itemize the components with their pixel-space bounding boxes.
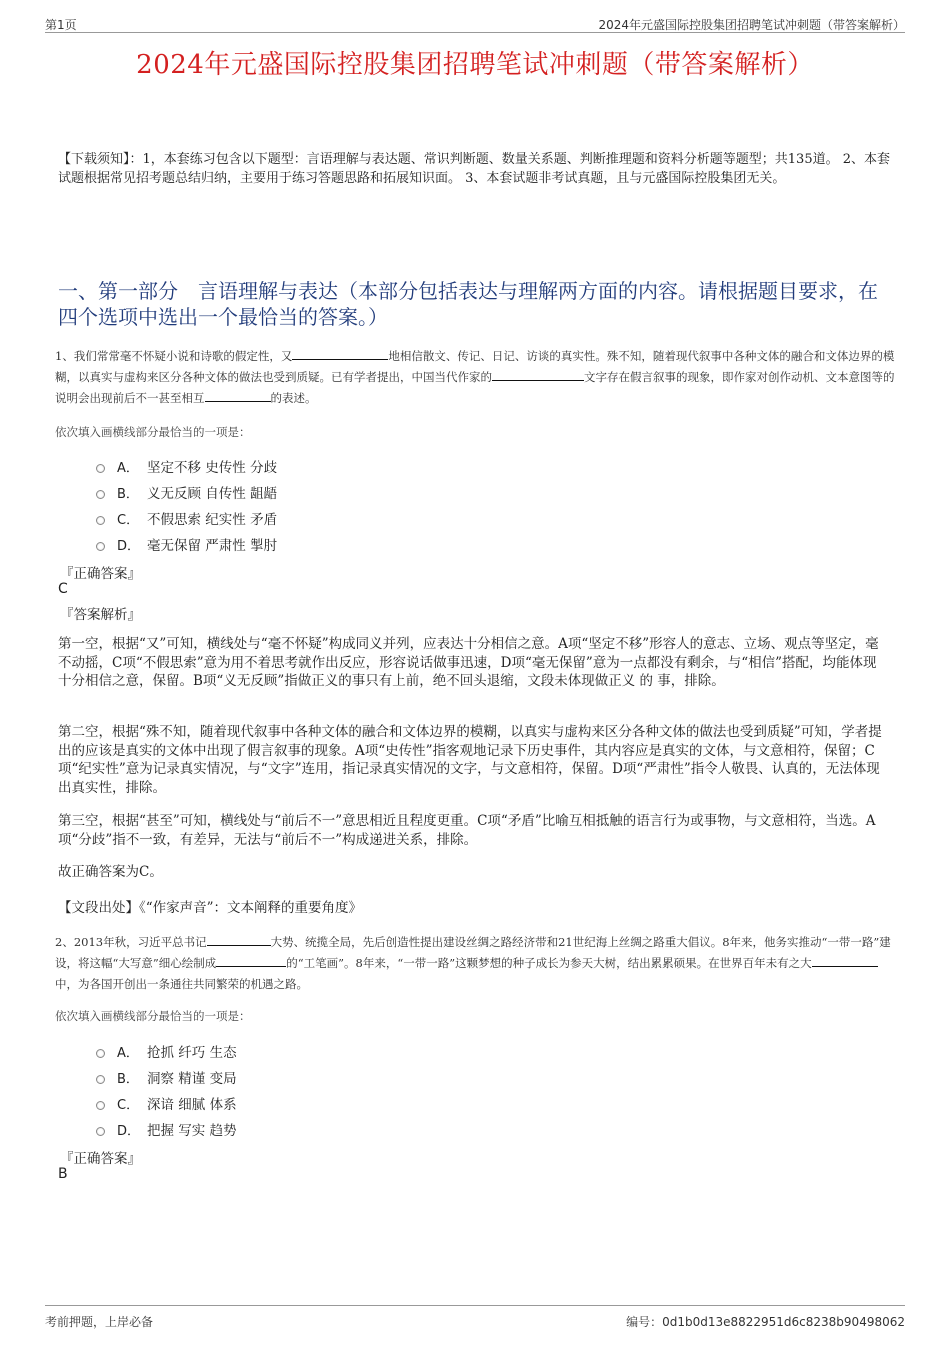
analysis-paragraph: 第三空，根据“甚至”可知，横线处与“前后不一”意思相近且程度更重。C项“矛盾”比喻互相抵触的语言行为或事物，与文意相符，当选。A项“分歧”指不一致，有差异，无法与“前后不一”构成递进关系，排除。	[58, 813, 876, 848]
radio-button[interactable]	[96, 1101, 105, 1110]
radio-button[interactable]	[96, 490, 105, 499]
q1-segment: 1、我们常常毫不怀疑小说和诗歌的假定性，又	[55, 349, 293, 363]
option-text: 毫无保留 严肃性 掣肘	[147, 538, 278, 554]
q1-segment: 地相信散文、传记、日记、访谈的真实性。殊不知，随着现代叙事中各种文体的融合和文体边界的模糊，以真实与虚构来区分各种文体的做法也受到质疑。已有学者提出，中国当代作家的	[55, 349, 895, 384]
option-text: 深谙 细腻 体系	[147, 1097, 237, 1113]
question-2-text	[55, 932, 895, 995]
option-text: 抢抓 纤巧 生态	[147, 1045, 237, 1061]
question-2-prompt: 依次填入画横线部分最恰当的一项是：	[55, 1009, 251, 1023]
document-title: 2024年元盛国际控股集团招聘笔试冲刺题（带答案解析）	[136, 50, 814, 80]
option-d[interactable]: D． 把握 写实 趋势	[96, 1116, 237, 1142]
fill-blank	[207, 933, 271, 946]
correct-answer: C	[58, 581, 68, 597]
q2-segment: 中，为各国开创出一条通往共同繁荣的机遇之路。	[55, 977, 308, 991]
radio-button[interactable]	[96, 1049, 105, 1058]
option-c[interactable]: C． 不假思索 纪实性 矛盾	[96, 505, 277, 531]
q1-segment: 文字存在假言叙事的现象，即作家对创作动机、文本意图等的说明会出现前后不一甚至相互	[55, 370, 895, 405]
q1-segment: 的表述。	[270, 391, 317, 405]
download-notice: 【下载须知】：1，本套练习包含以下题型：言语理解与表达题、常识判断题、数量关系题、判断推理题和资料分析题等题型；共135道。 2、本套试题根据常见招考题总结归纳，主要用于练习答题思路和拓展知识面。 3、本套试题非考试真题，且与元盛国际控股集团无关。	[58, 152, 890, 186]
correct-answer-label: 『正确答案』	[60, 1151, 141, 1167]
option-b[interactable]: B． 洞察 精谨 变局	[96, 1064, 237, 1090]
fill-blank	[216, 954, 286, 967]
question-2-options	[96, 1038, 237, 1142]
q2-segment: 大势、统揽全局，先后创造性提出建设丝绸之路经济带和21世纪海上丝绸之路重大倡议。8年来，他务实推动“一带一路”建设，将这幅“大写意”细心绘制成	[55, 935, 891, 970]
option-a[interactable]: A． 抢抓 纤巧 生态	[96, 1038, 237, 1064]
radio-button[interactable]	[96, 1075, 105, 1084]
analysis-paragraph: 第一空，根据“又”可知，横线处与“毫不怀疑”构成同义并列，应表达十分相信之意。A项“坚定不移”形容人的意志、立场、观点等坚定，毫不动摇，C项“不假思索”意为用不着思考就作出反应，形容说话做事迅速，D项“毫无保留”意为一点都没有剩余，与“相信”搭配，均能体现十分相信之意，保留。B项“义无反顾”指做正义的事只有上前，绝不回头退缩，文段未体现做正义 的 事，排除。	[58, 636, 879, 689]
analysis-label: 『答案解析』	[60, 607, 141, 623]
radio-button[interactable]	[96, 464, 105, 473]
radio-button[interactable]	[96, 542, 105, 551]
page-number: 第1页	[45, 18, 77, 32]
source-citation: 【文段出处】《“作家声音”：文本阐释的重要角度》	[58, 900, 363, 916]
option-text: 洞察 精谨 变局	[147, 1071, 237, 1087]
fill-blank	[812, 954, 878, 967]
option-b[interactable]: B． 义无反顾 自传性 龃龉	[96, 479, 277, 505]
analysis-paragraph: 第二空，根据“殊不知，随着现代叙事中各种文体的融合和文体边界的模糊，以真实与虚构来区分各种文体的做法也受到质疑”可知，学者提出的应该是真实的文体中出现了假言叙事的现象。A项“史传性”指客观地记录下历史事件，其内容应是真实的文体，与文意相符，保留；C项“纪实性”意为记录真实情况，与“文字”连用，指记录真实情况的文字，与文意相符，保留。D项“严肃性”指令人敬畏、认真的，无法体现出真实性，排除。	[58, 724, 882, 796]
option-text: 坚定不移 史传性 分歧	[147, 460, 278, 476]
fill-blank	[492, 368, 584, 381]
option-text: 义无反顾 自传性 龃龉	[147, 486, 278, 502]
header-doc-title: 2024年元盛国际控股集团招聘笔试冲刺题（带答案解析）	[598, 18, 905, 32]
fill-blank	[205, 389, 271, 402]
document-id: 编号：0d1b0d13e8822951d6c8238b90498062	[626, 1315, 905, 1329]
question-1-options	[96, 453, 277, 557]
footer-slogan: 考前押题，上岸必备	[45, 1315, 154, 1329]
option-d[interactable]: D． 毫无保留 严肃性 掣肘	[96, 531, 277, 557]
radio-button[interactable]	[96, 1127, 105, 1136]
fill-blank	[292, 347, 388, 360]
question-1-prompt: 依次填入画横线部分最恰当的一项是：	[55, 425, 251, 439]
correct-answer-label: 『正确答案』	[60, 566, 141, 582]
option-text: 不假思索 纪实性 矛盾	[147, 512, 278, 528]
page-footer	[45, 1305, 905, 1329]
question-1-text	[55, 346, 895, 409]
option-c[interactable]: C． 深谙 细腻 体系	[96, 1090, 237, 1116]
q2-segment: 的“工笔画”。8年来，“一带一路”这颗梦想的种子成长为参天大树，结出累累硕果。在世界百年未有之大	[286, 956, 812, 970]
option-text: 把握 写实 趋势	[147, 1123, 237, 1139]
q2-segment: 2、2013年秋，习近平总书记	[55, 935, 207, 949]
correct-answer: B	[58, 1166, 68, 1182]
section-heading: 一、第一部分 言语理解与表达（本部分包括表达与理解两方面的内容。请根据题目要求，在四个选项中选出一个最恰当的答案。）	[58, 279, 878, 329]
analysis-conclusion: 故正确答案为C。	[58, 864, 163, 880]
radio-button[interactable]	[96, 516, 105, 525]
option-a[interactable]: A． 坚定不移 史传性 分歧	[96, 453, 277, 479]
page-header	[45, 14, 905, 33]
